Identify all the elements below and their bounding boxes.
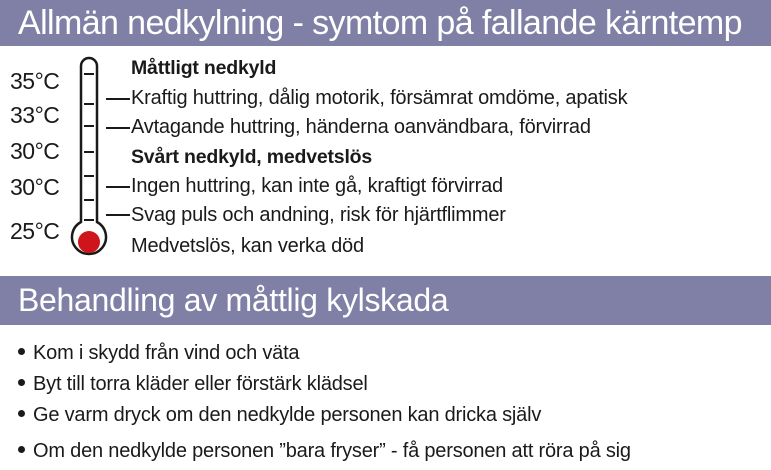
bullet-icon bbox=[18, 348, 25, 355]
symptoms-title: Allmän nedkylning - symtom på fallande kärntemp bbox=[18, 4, 742, 42]
bullet-icon bbox=[18, 410, 25, 417]
pointer-line bbox=[106, 186, 130, 188]
thermometer-icon bbox=[68, 54, 110, 266]
list-item-text: Ge varm dryck om den nedkylde personen kan dricka själv bbox=[33, 404, 542, 426]
list-item-text: Byt till torra kläder eller förstärk klädsel bbox=[33, 373, 368, 395]
symptom-line: Kraftig huttring, dålig motorik, försämrat omdöme, apatisk bbox=[131, 87, 628, 109]
bullet-icon bbox=[18, 446, 25, 453]
temp-label-33: 33°C bbox=[10, 102, 60, 128]
list-item-text: Kom i skydd från vind och väta bbox=[33, 342, 300, 364]
severe-heading: Svårt nedkyld, medvetslös bbox=[131, 146, 373, 168]
pointer-line bbox=[106, 127, 130, 129]
list-item bbox=[18, 438, 631, 464]
list-item-text: Om den nedkylde personen ”bara fryser” - få personen att röra på sig bbox=[33, 440, 631, 462]
symptom-line: Ingen huttring, kan inte gå, kraftigt förvirrad bbox=[131, 175, 503, 197]
symptom-line: Medvetslös, kan verka död bbox=[131, 235, 364, 257]
temp-label-30b: 30°C bbox=[10, 174, 60, 200]
pointer-line bbox=[106, 98, 130, 100]
moderate-heading: Måttligt nedkyld bbox=[131, 57, 277, 79]
list-item bbox=[18, 340, 299, 366]
section-title-symptoms bbox=[0, 0, 771, 46]
treatment-title: Behandling av måttlig kylskada bbox=[18, 282, 449, 318]
temp-label-30a: 30°C bbox=[10, 138, 60, 164]
list-item bbox=[18, 371, 368, 397]
symptom-line: Svag puls och andning, risk för hjärtflimmer bbox=[131, 204, 506, 226]
bullet-icon bbox=[18, 379, 25, 386]
pointer-line bbox=[106, 214, 130, 216]
list-item bbox=[18, 402, 541, 428]
temp-label-25: 25°C bbox=[10, 218, 60, 244]
section-title-treatment bbox=[0, 276, 771, 325]
symptom-line: Avtagande huttring, händerna oanvändbara, förvirrad bbox=[131, 116, 591, 138]
temp-label-35: 35°C bbox=[10, 68, 60, 94]
